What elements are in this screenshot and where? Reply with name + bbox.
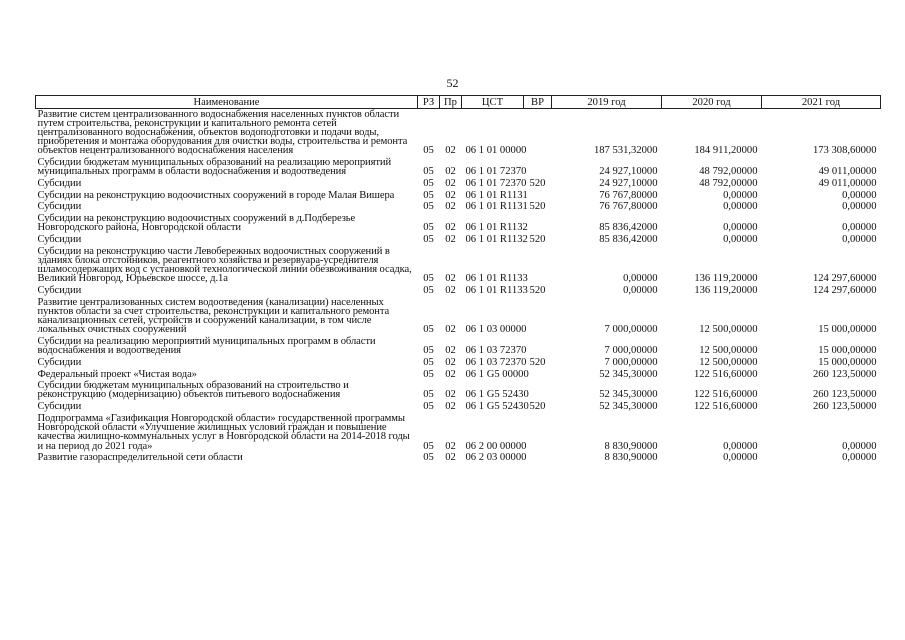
cell-2019: 187 531,32000 (593, 145, 658, 157)
cell-2019: 0,00000 (623, 284, 658, 296)
cell-2021: 0,00000 (842, 222, 877, 234)
cell-2021: 0,00000 (842, 201, 877, 213)
cell-pr: 02 (445, 345, 456, 357)
cell-vr (524, 109, 552, 157)
cell-name: Субсидии (37, 201, 82, 213)
cell-rz: 05 (423, 368, 434, 380)
cell-2019: 0,00000 (623, 273, 658, 285)
cell-2020: 12 500,00000 (699, 356, 758, 368)
cell-name: Развитие газораспределительной сети области (37, 452, 243, 464)
cell-cst: 06 2 00 00000 (465, 440, 527, 452)
cell-2020: 0,00000 (723, 452, 758, 464)
header-pr: Пр (440, 96, 462, 109)
cell-2021: 49 011,00000 (818, 166, 877, 178)
cell-name: Субсидии (37, 177, 82, 189)
header-2019: 2019 год (552, 96, 662, 109)
cell-cst: 06 1 01 R1133 (465, 273, 528, 285)
header-2020: 2020 год (662, 96, 762, 109)
cell-name: Субсидии (37, 356, 82, 368)
cell-vr: 520 (529, 356, 546, 368)
cell-2019: 76 767,80000 (599, 189, 658, 201)
cell-rz: 05 (423, 222, 434, 234)
cell-vr (524, 451, 552, 463)
cell-2021: 173 308,60000 (812, 145, 877, 157)
cell-2021: 15 000,00000 (818, 324, 877, 336)
cell-rz: 05 (423, 284, 434, 296)
cell-rz: 05 (423, 452, 434, 464)
table-row (36, 451, 881, 463)
table-row (36, 412, 881, 451)
cell-cst: 06 1 G5 00000 (465, 368, 529, 380)
cell-cst: 06 1 01 R1133 (465, 284, 528, 296)
cell-2021: 0,00000 (842, 189, 877, 201)
cell-rz: 05 (423, 145, 434, 157)
cell-2019: 85 836,42000 (599, 222, 658, 234)
cell-rz: 05 (423, 273, 434, 285)
cell-rz: 05 (423, 345, 434, 357)
table-row (36, 177, 881, 189)
cell-2019: 8 830,90000 (604, 452, 658, 464)
cell-vr: 520 (529, 284, 546, 296)
cell-rz: 05 (423, 440, 434, 452)
cell-cst: 06 1 01 72370 (465, 166, 527, 178)
cell-rz: 05 (423, 389, 434, 401)
cell-pr: 02 (445, 273, 456, 285)
table-row (36, 233, 881, 245)
table-row (36, 284, 881, 296)
cell-2019: 52 345,30000 (599, 389, 658, 401)
cell-pr: 02 (445, 284, 456, 296)
table-row (36, 356, 881, 368)
cell-2019: 52 345,30000 (599, 401, 658, 413)
cell-vr: 520 (529, 201, 546, 213)
cell-rz: 05 (423, 233, 434, 245)
cell-pr: 02 (445, 222, 456, 234)
cell-2020: 12 500,00000 (699, 345, 758, 357)
cell-pr: 02 (445, 177, 456, 189)
table-row (36, 400, 881, 412)
cell-vr (524, 296, 552, 335)
cell-name: Развитие систем централизованного водоснабжения населенных пунктов области путем строительства, реконструкции и капитального ремонта сетей централизованного водоснабжения, объектов водоподготовки и подачи воды, приобретения и монтажа оборудования для очистки воды, строительства и ремонта объектов нецентрализованного водоснабжения населения (37, 108, 408, 157)
cell-name: Федеральный проект «Чистая вода» (37, 368, 197, 380)
budget-table (35, 95, 881, 463)
cell-2019: 7 000,00000 (604, 324, 658, 336)
cell-2020: 48 792,00000 (699, 177, 758, 189)
cell-vr: 520 (529, 177, 546, 189)
cell-2020: 48 792,00000 (699, 166, 758, 178)
cell-2021: 15 000,00000 (818, 356, 877, 368)
cell-name: Субсидии (37, 233, 82, 245)
cell-name: Субсидии бюджетам муниципальных образований на строительство и реконструкцию (модернизацию) объектов питьевого водоснабжения (37, 380, 349, 401)
cell-rz: 05 (423, 166, 434, 178)
table-row (36, 245, 881, 284)
cell-name: Субсидии на реконструкцию водоочистных сооружений в д.Подберезье Новгородского района, Новгородской области (37, 213, 356, 234)
cell-2020: 0,00000 (723, 222, 758, 234)
header-vr: ВР (524, 96, 552, 109)
cell-2020: 0,00000 (723, 440, 758, 452)
cell-2021: 0,00000 (842, 452, 877, 464)
cell-cst: 06 1 03 00000 (465, 324, 527, 336)
header-rz: РЗ (418, 96, 440, 109)
cell-rz: 05 (423, 189, 434, 201)
cell-pr: 02 (445, 324, 456, 336)
cell-2019: 76 767,80000 (599, 201, 658, 213)
cell-cst: 06 1 03 72370 (465, 356, 527, 368)
cell-name: Субсидии (37, 401, 82, 413)
cell-2021: 0,00000 (842, 440, 877, 452)
cell-2020: 12 500,00000 (699, 324, 758, 336)
cell-2020: 0,00000 (723, 189, 758, 201)
cell-vr: 520 (529, 401, 546, 413)
cell-rz: 05 (423, 201, 434, 213)
table-row (36, 335, 881, 356)
table-row (36, 379, 881, 400)
cell-cst: 06 1 G5 52430 (465, 401, 529, 413)
cell-2020: 122 516,60000 (693, 368, 758, 380)
table-row (36, 212, 881, 233)
header-2021: 2021 год (762, 96, 881, 109)
cell-pr: 02 (445, 356, 456, 368)
cell-cst: 06 1 01 R1131 (465, 201, 528, 213)
cell-cst: 06 1 01 00000 (465, 145, 527, 157)
table-row (36, 109, 881, 157)
cell-pr: 02 (445, 452, 456, 464)
cell-2021: 49 011,00000 (818, 177, 877, 189)
cell-pr: 02 (445, 166, 456, 178)
cell-cst: 06 1 03 72370 (465, 345, 527, 357)
cell-pr: 02 (445, 389, 456, 401)
cell-rz: 05 (423, 401, 434, 413)
cell-2019: 85 836,42000 (599, 233, 658, 245)
cell-cst: 06 1 G5 52430 (465, 389, 529, 401)
cell-2021: 260 123,50000 (812, 389, 877, 401)
cell-2020: 122 516,60000 (693, 389, 758, 401)
table-row (36, 200, 881, 212)
cell-2019: 24 927,10000 (599, 166, 658, 178)
cell-vr (524, 156, 552, 177)
table-header-row (36, 96, 881, 109)
cell-pr: 02 (445, 368, 456, 380)
cell-2020: 122 516,60000 (693, 401, 758, 413)
cell-pr: 02 (445, 233, 456, 245)
cell-cst: 06 1 01 R1131 (465, 189, 528, 201)
cell-2020: 184 911,20000 (694, 145, 758, 157)
cell-name: Подпрограмма «Газификация Новгородской области» государственной программы Новгородской области «Улучшение жилищных условий граждан и повышение качества жилищно-коммунальных услуг в Новгородской области на 2014-2018 годы и на период до 2021 года» (37, 412, 410, 452)
cell-name: Субсидии на реконструкцию водоочистных сооружений в городе Малая Вишера (37, 189, 395, 201)
table-row (36, 296, 881, 335)
cell-name: Субсидии бюджетам муниципальных образований на реализацию мероприятий муниципальных программ в области водоснабжения и водоотведения (37, 157, 392, 178)
page-number: 52 (446, 76, 459, 90)
cell-vr (524, 335, 552, 356)
cell-2020: 0,00000 (723, 233, 758, 245)
cell-2019: 7 000,00000 (604, 345, 658, 357)
cell-pr: 02 (445, 201, 456, 213)
cell-name: Развитие централизованных систем водоотведения (канализации) населенных пунктов области за счет строительства, реконструкции и капитального ремонта канализационных сетей, устройств и сооружений канализации, в том числе локальных очистных сооружений (37, 296, 390, 336)
cell-name: Субсидии на реализацию мероприятий муниципальных программ в области водоснабжения и водоотведения (37, 335, 376, 357)
table-body (36, 109, 881, 463)
cell-vr: 520 (529, 233, 546, 245)
table-row (36, 156, 881, 177)
cell-pr: 02 (445, 189, 456, 201)
cell-pr: 02 (445, 401, 456, 413)
cell-2020: 136 119,20000 (694, 284, 758, 296)
cell-cst: 06 1 01 R1132 (465, 233, 528, 245)
cell-vr (524, 412, 552, 451)
cell-cst: 06 1 01 72370 (465, 177, 527, 189)
cell-pr: 02 (445, 145, 456, 157)
cell-2019: 7 000,00000 (604, 356, 658, 368)
cell-2019: 52 345,30000 (599, 368, 658, 380)
cell-2021: 124 297,60000 (812, 284, 877, 296)
cell-2020: 0,00000 (723, 201, 758, 213)
cell-cst: 06 2 03 00000 (465, 452, 527, 464)
header-name: Наименование (36, 96, 418, 109)
cell-rz: 05 (423, 356, 434, 368)
cell-2020: 136 119,20000 (694, 273, 758, 285)
cell-rz: 05 (423, 177, 434, 189)
header-cst: ЦСТ (462, 96, 524, 109)
cell-cst: 06 1 01 R1132 (465, 222, 528, 234)
cell-2021: 15 000,00000 (818, 345, 877, 357)
table-row (36, 368, 881, 380)
cell-2021: 124 297,60000 (812, 273, 877, 285)
cell-name: Субсидии на реконструкцию части Левобережных водоочистных сооружений в зданиях блока отстойников, реагентного хозяйства и резервуара-усреднителя шламосодержащих вод с установкой технологической линии обезвоживания осадка, Великий Новгород, Юрьевское шоссе, д.1а (37, 245, 412, 285)
cell-2021: 260 123,50000 (812, 368, 877, 380)
cell-2021: 260 123,50000 (812, 401, 877, 413)
cell-name: Субсидии (37, 284, 82, 296)
table-row (36, 189, 881, 201)
cell-rz: 05 (423, 324, 434, 336)
cell-2019: 8 830,90000 (604, 440, 658, 452)
cell-2019: 24 927,10000 (599, 177, 658, 189)
cell-pr: 02 (445, 440, 456, 452)
cell-2021: 0,00000 (842, 233, 877, 245)
